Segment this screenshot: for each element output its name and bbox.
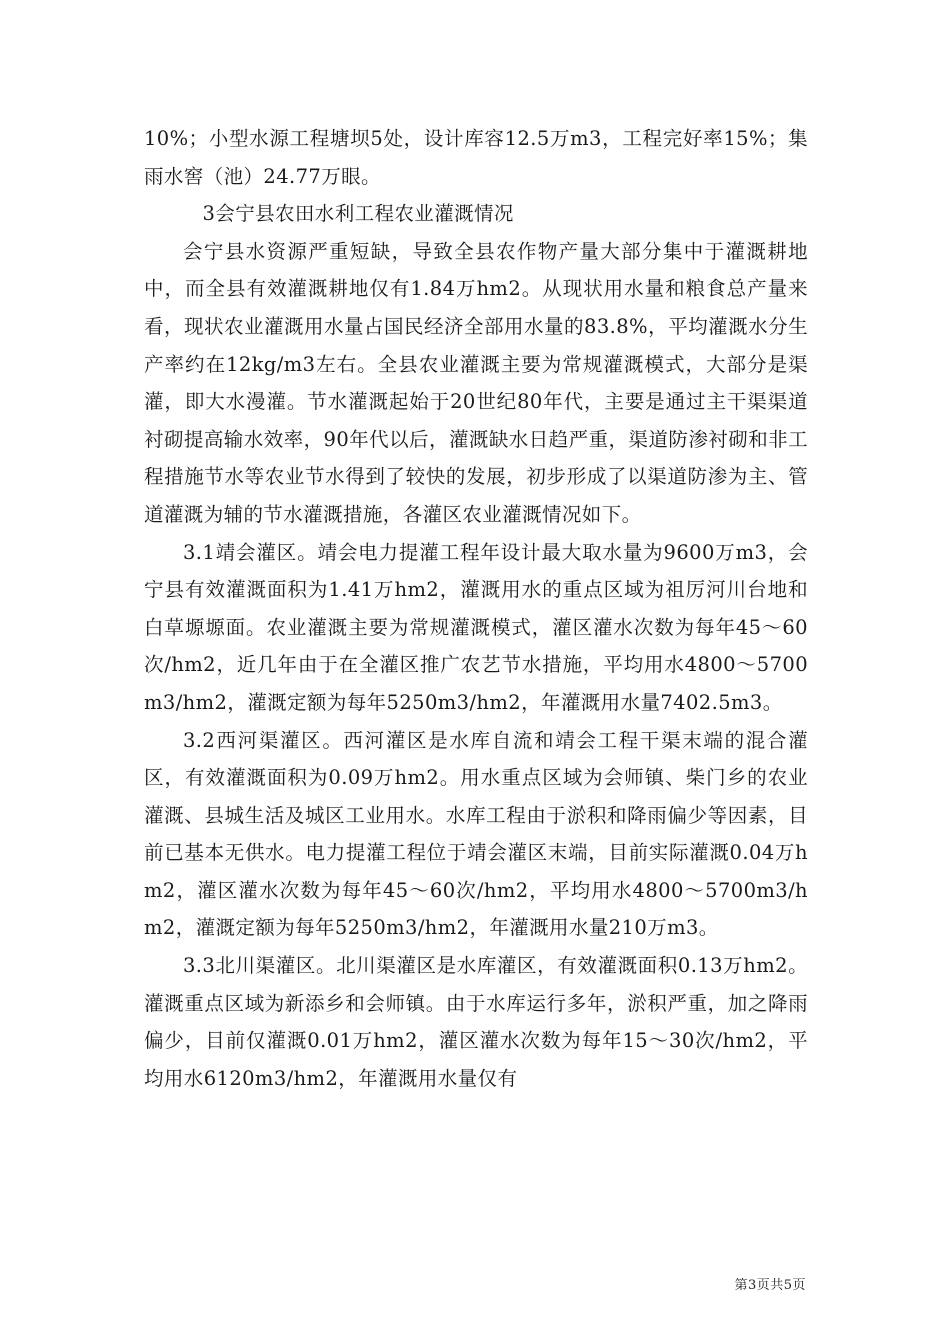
page-number: 第3页共5页 (734, 1278, 806, 1293)
paragraph-continuation: 10%；小型水源工程塘坝5处，设计库容12.5万m3，工程完好率15%；集雨水窖（池）24.77万眼。 (144, 127, 808, 188)
paragraph-xihequ-irrigation: 3.2西河渠灌区。西河灌区是水库自流和靖会工程干渠末端的混合灌区，有效灌溉面积为0.09万hm2。用水重点区域为会师镇、柴门乡的农业灌溉、县城生活及城区工业用水。水库工程由于淤积和降雨偏少等因素，目前已基本无供水。电力提灌工程位于靖会灌区末端，目前实际灌溉0.04万hm2，灌区灌水次数为每年45～60次/hm2，平均用水4800～5700m3/hm2，灌溉定额为每年5250m3/hm2，年灌溉用水量210万m3。 (144, 728, 808, 940)
paragraph-beichuanqu-irrigation: 3.3北川渠灌区。北川渠灌区是水库灌区，有效灌溉面积0.13万hm2。灌溉重点区域为新添乡和会师镇。由于水库运行多年，淤积严重，加之降雨偏少，目前仅灌溉0.01万hm2，灌区灌水次数为每年15～30次/hm2，平均用水6120m3/hm2，年灌溉用水量仅有 (144, 954, 808, 1090)
section-heading: 3会宁县农田水利工程农业灌溉情况 (202, 202, 514, 226)
paragraph-overview: 会宁县水资源严重短缺，导致全县农作物产量大部分集中于灌溉耕地中，而全县有效灌溉耕地仅有1.84万hm2。从现状用水量和粮食总产量来看，现状农业灌溉用水量占国民经济全部用水量的83.8%，平均灌溉水分生产率约在12kg/m3左右。全县农业灌溉主要为常规灌溉模式，大部分是渠灌，即大水漫灌。节水灌溉起始于20世纪80年代，主要是通过主干渠渠道衬砌提高输水效率，90年代以后，灌溉缺水日趋严重，渠道防渗衬砌和非工程措施节水等农业节水得到了较快的发展，初步形成了以渠道防渗为主、管道灌溉为辅的节水灌溉措施，各灌区农业灌溉情况如下。 (144, 239, 808, 526)
paragraph-jinghui-irrigation: 3.1靖会灌区。靖会电力提灌工程年设计最大取水量为9600万m3，会宁县有效灌溉面积为1.41万hm2，灌溉用水的重点区域为祖厉河川台地和白草塬塬面。农业灌溉主要为常规灌溉模式，灌区灌水次数为每年45～60次/hm2，近几年由于在全灌区推广农艺节水措施，平均用水4800～5700m3/hm2，灌溉定额为每年5250m3/hm2，年灌溉用水量7402.5m3。 (144, 540, 808, 714)
document-body (144, 120, 808, 1097)
